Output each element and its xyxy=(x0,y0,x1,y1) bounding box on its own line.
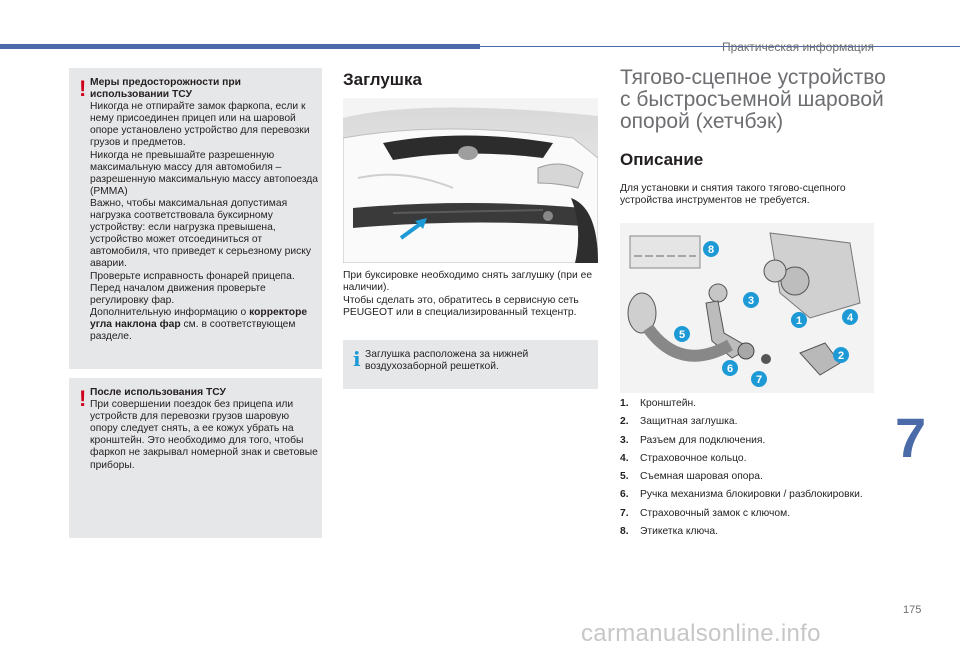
plug-paragraph: Чтобы сделать это, обратитесь в сервисную сеть PEUGEOT или в специализированный техцентр. xyxy=(343,294,579,318)
callout-marker xyxy=(842,309,858,325)
description-heading: Описание xyxy=(620,150,704,169)
callout-marker xyxy=(703,241,719,257)
part-label: Страховочный замок с ключом. xyxy=(640,507,791,519)
part-label: Кронштейн. xyxy=(640,398,697,409)
section-header: Практическая информация xyxy=(721,40,874,54)
part-number: 2. xyxy=(620,416,629,428)
page-number: 175 xyxy=(903,604,922,616)
text: Дополнительную информацию о xyxy=(90,306,250,318)
towbar-diagram xyxy=(620,223,874,393)
part-number: 3. xyxy=(620,434,629,446)
part-label: Этикетка ключа. xyxy=(640,526,718,538)
part-label: Разъем для подключения. xyxy=(640,434,766,446)
car-front-photo xyxy=(343,98,598,263)
parts-list-item xyxy=(620,471,890,489)
warning-paragraph: Проверьте исправность фонарей прицепа. xyxy=(90,270,295,282)
parts-list-item xyxy=(620,508,890,526)
header-rule xyxy=(480,46,960,47)
exclamation-icon: ! xyxy=(79,386,87,411)
exclamation-icon: ! xyxy=(79,76,87,101)
warning-paragraph: При совершении поездок без прицепа или устройств для перевозки грузов шаровую опору следует снять, а ее кожух убрать на кронштейн. Это необходимо для того, чтобы фаркоп не закрывал номерной знак и световые приборы. xyxy=(90,399,318,471)
warning-heading: Меры предосторожности при использовании ТСУ xyxy=(90,77,242,101)
part-label: Страховочное кольцо. xyxy=(640,452,747,464)
warning-paragraph: Важно, чтобы максимальная допустимая нагрузка соответствовала буксирному устройству: если нагрузка превышена, устройство может отсоединиться от автомобиля, что приведет к серьезному риску аварии. xyxy=(90,197,312,270)
towbar-title: Тягово-сцепное устройство с быстросъемной шаровой опорой (хетчбэк) xyxy=(620,66,886,133)
warning-paragraph: Перед началом движения проверьте регулировку фар. xyxy=(90,282,266,306)
callout-marker xyxy=(751,371,767,387)
part-number: 5. xyxy=(620,471,629,483)
callout-marker xyxy=(743,292,759,308)
parts-list-item xyxy=(620,435,890,453)
part-number: 6. xyxy=(620,489,629,501)
parts-list-item xyxy=(620,416,890,434)
callout-label: 1 xyxy=(795,315,803,327)
part-label: Съемная шаровая опора. xyxy=(640,471,763,483)
callout-label: 5 xyxy=(678,329,686,341)
part-number: 7. xyxy=(620,507,629,519)
warning-text xyxy=(90,77,318,343)
plug-title: Заглушка xyxy=(343,70,422,89)
warning-box-usage xyxy=(69,68,322,369)
towbar-parts-illustration xyxy=(620,223,874,393)
callout-label: 7 xyxy=(755,374,763,386)
parts-list-item xyxy=(620,526,890,544)
parts-list-item xyxy=(620,453,890,471)
warning-paragraph: Никогда не отпирайте замок фаркопа, если к нему присоединен прицеп или на шаровой опоре установлено устройство для перевозки грузов и предметов. xyxy=(90,101,310,149)
term: корректоре угла наклона фар xyxy=(90,306,308,330)
warning-paragraph: Никогда не превышайте разрешенную максимальную массу для автомобиля – разрешенную максимальную массу автопоезда (РММА) xyxy=(90,149,318,197)
warning-text xyxy=(90,387,318,472)
header-bar xyxy=(0,44,480,49)
callout-marker xyxy=(833,347,849,363)
parts-list xyxy=(620,398,890,544)
info-box xyxy=(343,340,598,389)
part-label: Защитная заглушка. xyxy=(640,416,738,428)
text: см. в соответствующем разделе. xyxy=(90,318,296,342)
part-number: 8. xyxy=(620,526,629,538)
callout-label: 3 xyxy=(747,295,755,307)
towbar-intro: Для установки и снятия такого тягово-сцепного устройства инструментов не требуется. xyxy=(620,183,846,207)
plug-text xyxy=(343,270,603,319)
chapter-number: 7 xyxy=(895,406,927,469)
callout-label: 6 xyxy=(726,363,734,375)
callout-label: 4 xyxy=(846,312,854,324)
callout-marker xyxy=(791,312,807,328)
callout-label: 8 xyxy=(707,244,715,256)
parts-list-item xyxy=(620,398,890,416)
plug-paragraph: При буксировке необходимо снять заглушку (при ее наличии). xyxy=(343,270,593,294)
watermark: carmanualsonline.info xyxy=(581,620,821,647)
warning-paragraph xyxy=(90,307,318,343)
info-text: Заглушка расположена за нижней воздухозаборной решеткой. xyxy=(365,349,529,373)
part-number: 1. xyxy=(620,398,629,409)
callout-marker xyxy=(722,360,738,376)
callout-marker xyxy=(674,326,690,342)
car-bumper-illustration xyxy=(343,98,598,263)
warning-box-after-use xyxy=(69,378,322,538)
warning-heading: После использования ТСУ xyxy=(90,387,226,398)
part-number: 4. xyxy=(620,452,629,464)
callout-label: 2 xyxy=(837,350,845,362)
parts-list-item xyxy=(620,489,890,507)
part-label: Ручка механизма блокировки / разблокировки. xyxy=(640,489,863,501)
info-icon: i xyxy=(353,347,361,371)
